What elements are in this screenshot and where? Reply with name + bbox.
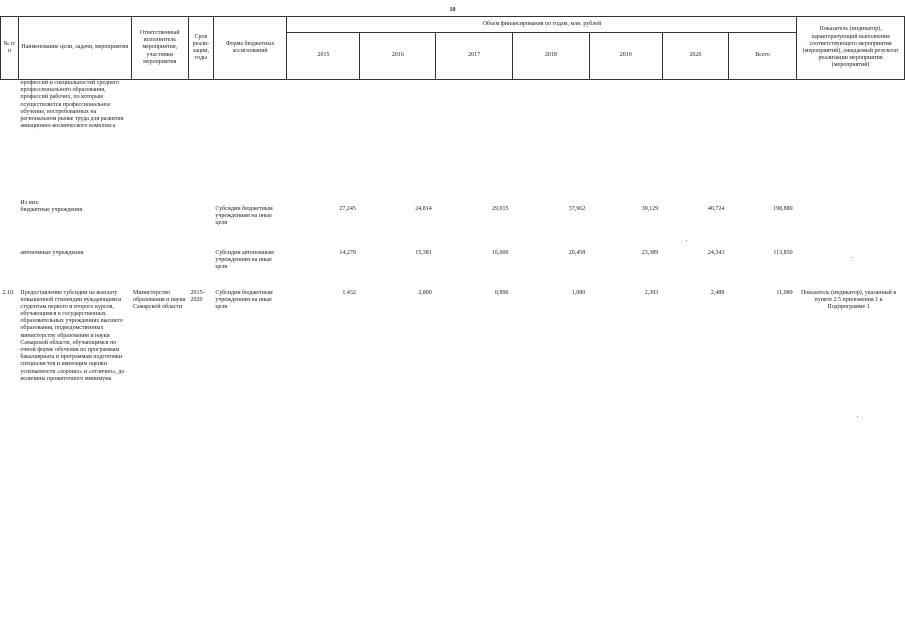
header-budget-form: Форма бюджетных ассигнований <box>213 17 287 80</box>
row-value-total <box>728 80 796 200</box>
row-indicator <box>797 200 905 250</box>
header-number: № п/п <box>1 17 19 80</box>
row-value-2020: 24,343 <box>707 249 725 256</box>
header-year-2017: 2017 <box>436 33 513 80</box>
row-value-2016: 15,381 <box>415 249 432 256</box>
financing-table <box>0 16 905 520</box>
table-row <box>1 290 905 520</box>
row-name: Из них: бюджетные учреждения <box>20 199 83 213</box>
header-year-2020: 2020 <box>662 33 728 80</box>
table-row <box>1 80 905 200</box>
row-value-2016: 24,814 <box>415 205 432 212</box>
page-number: 10 <box>449 7 456 13</box>
row-term: 2015–2020 <box>190 289 206 303</box>
header-year-2018: 2018 <box>513 33 590 80</box>
row-value-2020: 2,488 <box>710 289 725 296</box>
table-row <box>1 200 905 250</box>
row-value-2016: 2,800 <box>418 289 432 296</box>
row-value-2015 <box>287 80 360 200</box>
row-name: Предоставление субсидии на выплату повышенной стипендии нуждающимся студентам первого и второго курсов, обучающимся в государственных образовательных учреждениях высшего образования, подведомственных министерству образования и науки Самарской области, обучающимся по очной форме обучения по программам бакалавриата и программам подготовки специалистов и имеющим оценки успеваемости «хорошо» и «отлично», до величины прожиточного минимума <box>20 289 125 382</box>
row-number: 2.10. <box>2 289 15 296</box>
row-name: профессий и специальностей среднего профессионального образования, профессий рабочих, по которым осуществляется профессиональное обучение, востребованных на региональном рынке труда для развития авиационно-космического комплекса <box>20 80 124 130</box>
row-number <box>1 200 19 250</box>
table-row <box>1 250 905 290</box>
row-value-2017: 16,000 <box>492 249 509 256</box>
row-number <box>1 80 19 200</box>
header-year-2019: 2019 <box>589 33 662 80</box>
row-value-total: 11,089 <box>776 289 793 296</box>
header-name: Наименование цели, задачи, мероприятия <box>18 17 131 80</box>
row-value-2020: 40,724 <box>707 205 725 212</box>
row-term <box>189 200 214 250</box>
row-executor <box>131 80 188 200</box>
row-value-2015: 1,432 <box>342 289 356 296</box>
scan-speck <box>686 240 687 241</box>
row-executor <box>131 250 188 290</box>
row-value-2017: 29,015 <box>492 205 509 212</box>
row-value-2017: 0,896 <box>495 289 509 296</box>
row-value-2019: 39,129 <box>641 205 659 212</box>
row-value-2018: 20,458 <box>568 249 586 256</box>
row-indicator <box>797 80 905 200</box>
header-year-2015: 2015 <box>287 33 360 80</box>
row-value-2015: 14,279 <box>339 249 356 256</box>
row-form: Субсидии бюджетным учреждениям на иные цели <box>215 205 273 226</box>
header-indicator: Показатель (индикатор), характеризующий выполнение соответствующего мероприятия (мероприятий), ожидаемый результат реализации мероприятия (мероприятий) <box>797 17 905 80</box>
header-financing: Объем финансирования по годам, млн. рублей <box>287 17 797 33</box>
scan-speck <box>851 257 852 258</box>
row-value-total: 113,850 <box>773 249 793 256</box>
row-value-2016 <box>360 80 436 200</box>
row-number <box>1 250 19 290</box>
row-value-total: 198,889 <box>773 205 793 212</box>
row-executor <box>131 200 188 250</box>
scan-speck <box>857 416 858 417</box>
row-value-2019: 2,393 <box>644 289 659 296</box>
header-executor: Ответственный исполнитель мероприятия, участники мероприятия <box>131 17 188 80</box>
header-term: Срок реали-зации, годы <box>189 17 214 80</box>
row-form <box>213 80 287 200</box>
row-value-2020 <box>662 80 728 200</box>
row-value-2017 <box>436 80 513 200</box>
row-indicator: Показатель (индикатор), указанный в пункте 2.5 приложения 1 к Подпрограмме 1 <box>800 289 897 310</box>
row-name: автономные учреждения <box>20 249 84 256</box>
row-value-2019 <box>589 80 662 200</box>
header-year-2016: 2016 <box>360 33 436 80</box>
row-value-2019: 23,389 <box>641 249 659 256</box>
header-total: Всего <box>728 33 796 80</box>
row-indicator <box>797 250 905 290</box>
row-value-2018: 1,080 <box>571 289 586 296</box>
row-term <box>189 250 214 290</box>
row-form: Субсидии автономным учреждениям на иные цели <box>215 249 274 270</box>
row-executor: Министерство образования и науки Самарской области <box>133 289 186 310</box>
row-form: Субсидии бюджетным учреждениям на иные цели <box>215 289 273 310</box>
row-term <box>189 80 214 200</box>
row-value-2018: 37,962 <box>568 205 586 212</box>
row-value-2018 <box>513 80 590 200</box>
row-value-2015: 27,245 <box>339 205 356 212</box>
